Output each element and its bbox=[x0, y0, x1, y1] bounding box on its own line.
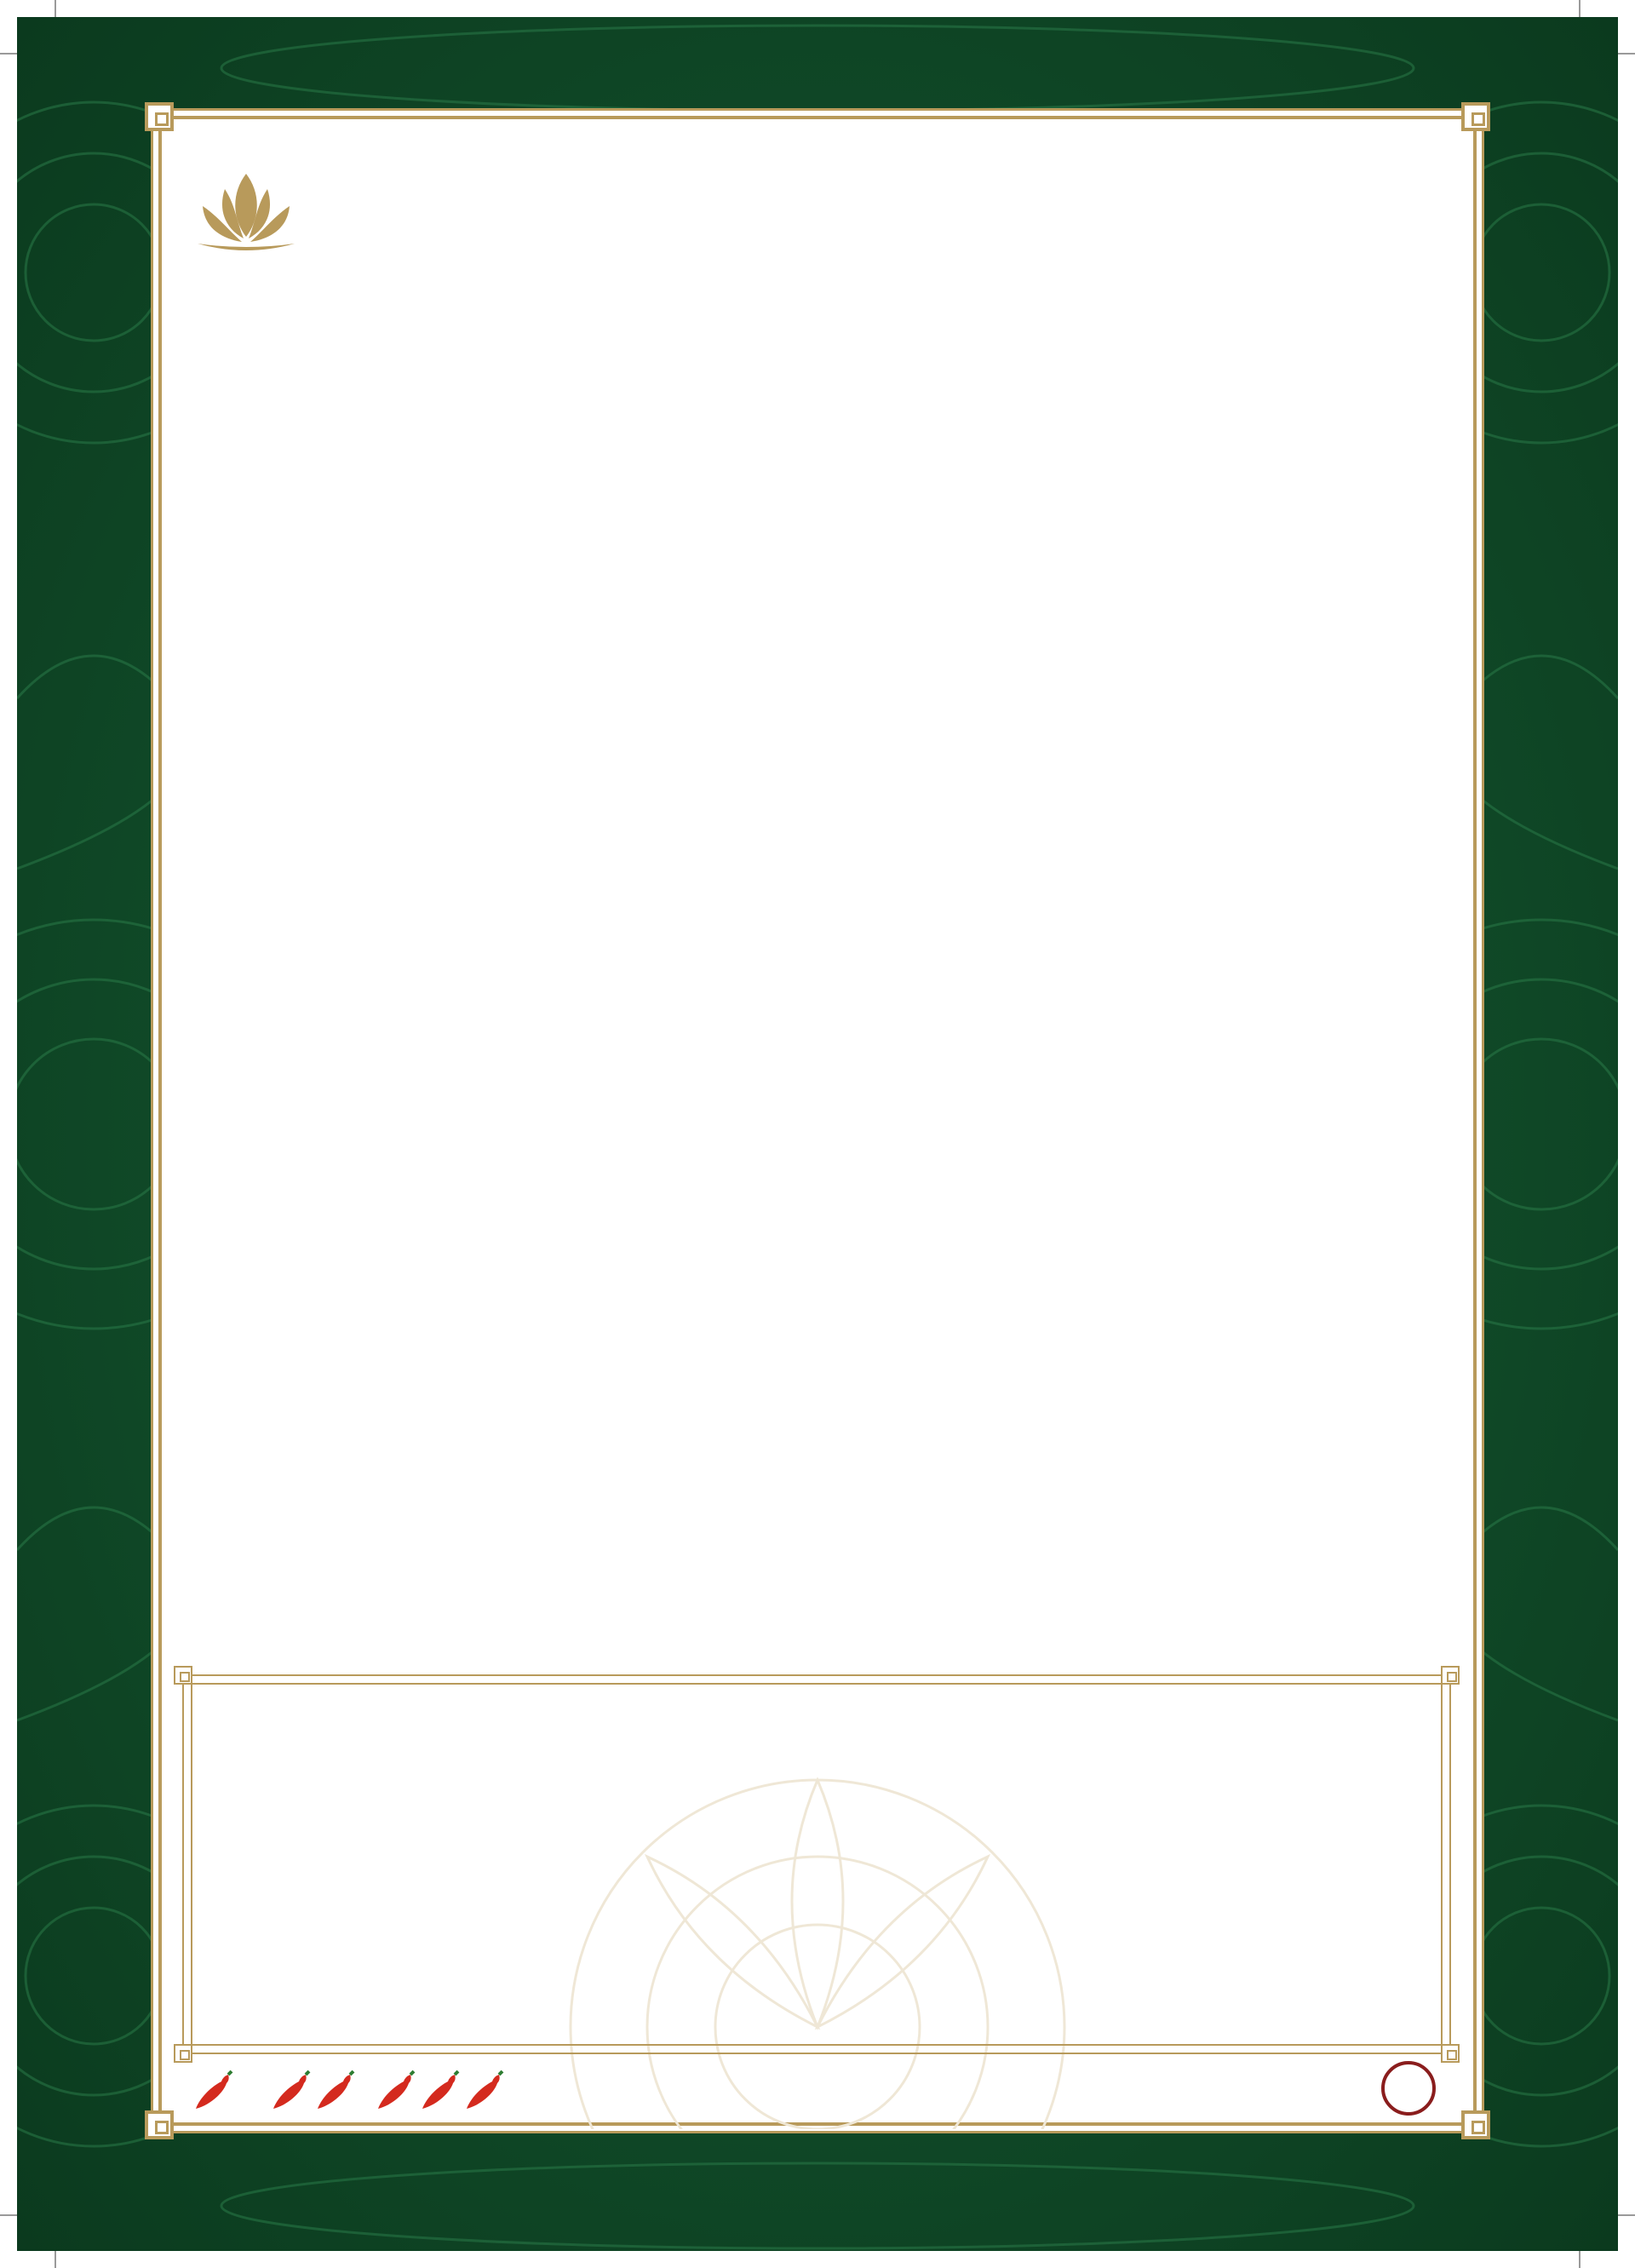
chili-icon bbox=[191, 2070, 235, 2114]
corner-ornament bbox=[174, 2044, 192, 2063]
spice-legend bbox=[191, 2070, 506, 2121]
corner-ornament bbox=[174, 1666, 192, 1685]
chili-icon bbox=[373, 2070, 417, 2114]
corner-ornament bbox=[1461, 2110, 1490, 2139]
chili-icon bbox=[268, 2070, 313, 2114]
chili-icon bbox=[462, 2070, 506, 2114]
chili-icon bbox=[313, 2070, 357, 2114]
halal-badge-icon bbox=[1381, 2061, 1436, 2116]
corner-ornament bbox=[1441, 1666, 1460, 1685]
lotus-logo-icon bbox=[191, 169, 301, 257]
corner-ornament bbox=[145, 2110, 174, 2139]
kids-menu-frame bbox=[182, 1674, 1451, 2054]
corner-ornament bbox=[145, 102, 174, 131]
corner-ornament bbox=[1461, 102, 1490, 131]
chili-icon bbox=[417, 2070, 462, 2114]
corner-ornament bbox=[1441, 2044, 1460, 2063]
